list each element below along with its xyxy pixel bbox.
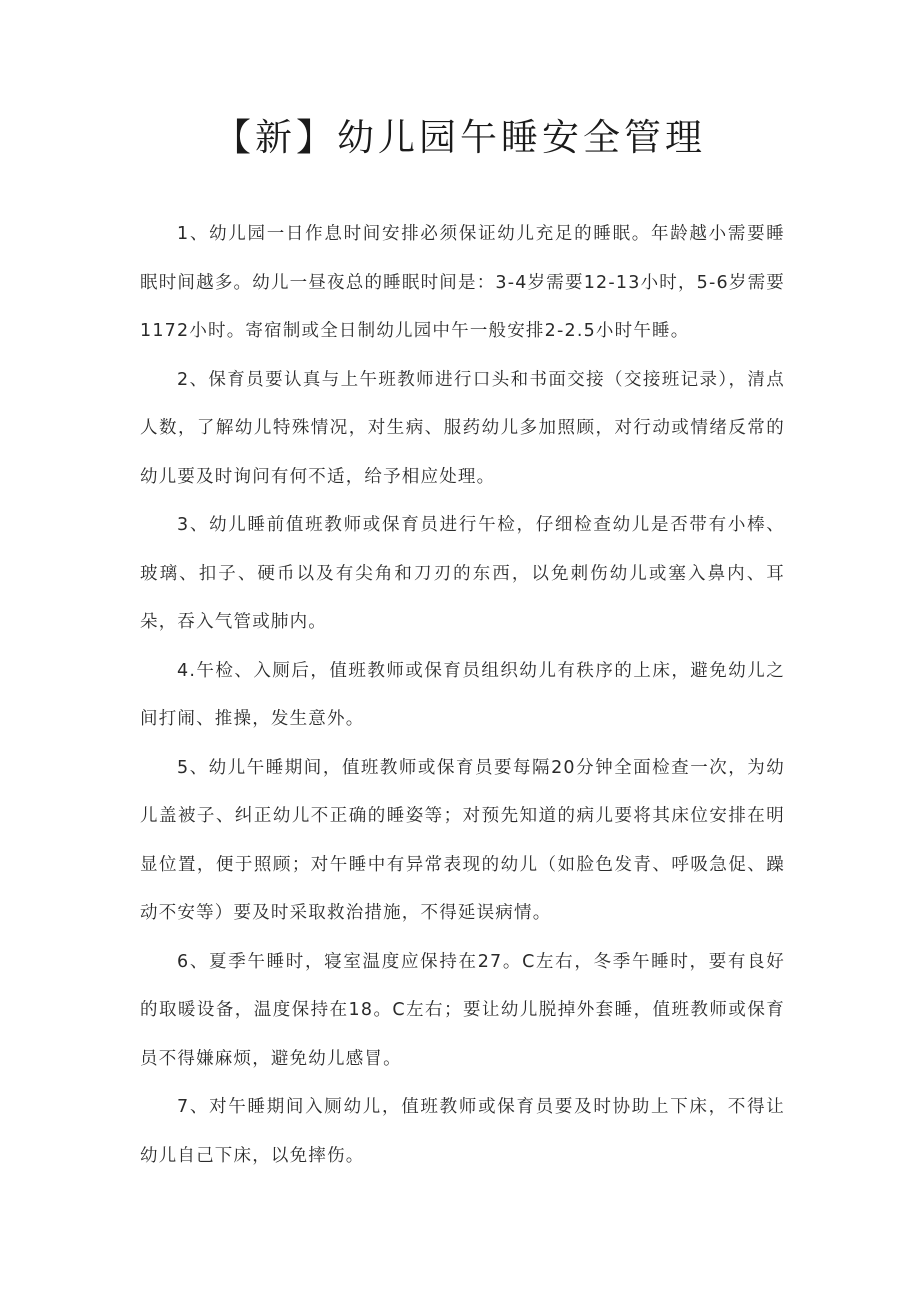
- paragraph-2: 2、保育员要认真与上午班教师进行口头和书面交接（交接班记录），清点人数，了解幼儿特殊情况，对生病、服药幼儿多加照顾，对行动或情绪反常的幼儿要及时询问有何不适，给予相应处理。: [140, 369, 785, 487]
- paragraph-6: 6、夏季午睡时，寝室温度应保持在27。C左右，冬季午睡时，要有良好的取暖设备，温度保持在18。C左右；要让幼儿脱掉外套睡，值班教师或保育员不得嫌麻烦，避免幼儿感冒。: [140, 951, 785, 1069]
- paragraph-4: 4.午检、入厕后，值班教师或保育员组织幼儿有秩序的上床，避免幼儿之间打闹、推操，发生意外。: [140, 660, 785, 729]
- paragraph-5: 5、幼儿午睡期间，值班教师或保育员要每隔20分钟全面检查一次，为幼儿盖被子、纠正幼儿不正确的睡姿等；对预先知道的病儿要将其床位安排在明显位置，便于照顾；对午睡中有异常表现的幼儿（如脸色发青、呼吸急促、躁动不安等）要及时采取救治措施，不得延误病情。: [140, 757, 785, 923]
- document-body: [140, 210, 785, 1180]
- paragraph-1: 1、幼儿园一日作息时间安排必须保证幼儿充足的睡眠。年龄越小需要睡眠时间越多。幼儿一昼夜总的睡眠时间是：3-4岁需要12-13小时，5-6岁需要1172小时。寄宿制或全日制幼儿园中午一般安排2-2.5小时午睡。: [140, 224, 785, 341]
- paragraph-7: 7、对午睡期间入厕幼儿，值班教师或保育员要及时协助上下床，不得让幼儿自己下床，以免摔伤。: [140, 1097, 785, 1166]
- document-title: 【新】幼儿园午睡安全管理: [214, 116, 706, 159]
- paragraph-3: 3、幼儿睡前值班教师或保育员进行午检，仔细检查幼儿是否带有小棒、玻璃、扣子、硬币以及有尖角和刀刃的东西，以免刺伤幼儿或塞入鼻内、耳朵，吞入气管或肺内。: [140, 515, 785, 632]
